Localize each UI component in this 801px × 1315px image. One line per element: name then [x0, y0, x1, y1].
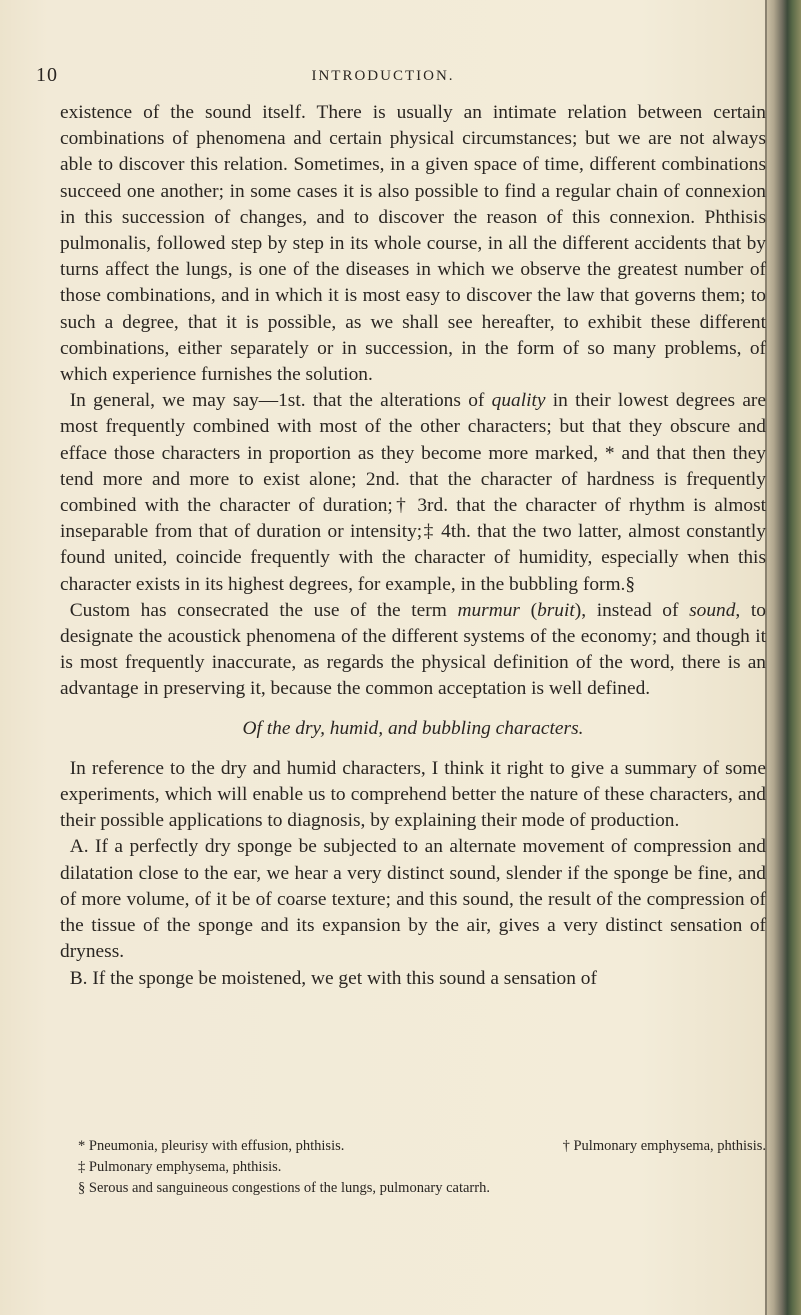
footnote: ‡ Pulmonary emphysema, phthisis. [78, 1159, 282, 1175]
paragraph: In general, we may say—1st. that the alterations of quality in their lowest degrees are most frequently combined with most of the other characters; but that they obscure and efface those characters in proportion as they become more marked, * and that then they tend more and more to exist alone; 2nd. that the character of hardness is frequently combined with the character of duration;† 3rd. that the character of rhythm is almost inseparable from that of duration or intensity;‡ 4th. that the two latter, almost constantly found united, coincide frequently with the character of humidity, especially when this character exists in its highest degrees, for example, in the bubbling form.§ [60, 390, 766, 595]
page-number: 10 [36, 64, 58, 86]
footnote-row [60, 1136, 766, 1157]
paragraph: existence of the sound itself. There is usually an intimate relation between certain combinations of phenomena and certain physical circumstances; but we are not always able to discover this relation. Sometimes, in a given space of time, different combinations succeed one another; in some cases it is also possible to find a regular chain of connexion in this succession of changes, and to discover the reason of this connexion. Phthisis pulmonalis, followed step by step in its whole course, in all the different accidents that by turns affect the lungs, is one of the diseases in which we observe the greatest number of those combinations, and in which it is most easy to discover the law that governs them; to such a degree, that it is possible, as we shall see hereafter, to exhibit these different combinations, either separately or in succession, in the form of so many problems, of which experience furnishes the solution. [60, 102, 766, 386]
running-head: INTRODUCTION. [311, 68, 455, 84]
footnote: † Pulmonary emphysema, phthisis. [562, 1138, 766, 1154]
paragraph: Custom has consecrated the use of the term murmur (bruit), instead of sound, to designate the acoustick phenomena of the different systems of the economy; and though it is most frequently inaccurate, as regards the physical definition of the word, there is an advantage in preserving it, because the common acceptation is well defined. [60, 599, 766, 700]
body-text [60, 100, 766, 992]
book-edge-binding [767, 0, 801, 1315]
page-header [0, 64, 766, 94]
paragraph: A. If a perfectly dry sponge be subjected to an alternate movement of compression and dilatation close to the ear, we hear a very distinct sound, slender if the sponge be fine, and of more volume, of it be of coarse texture; and this sound, the result of the compression of the tissue of the sponge and its expansion by the air, gives a very distinct sensation of dryness. [60, 836, 766, 963]
paragraph: B. If the sponge be moistened, we get with this sound a sensation of [69, 967, 597, 989]
paragraph: In reference to the dry and humid characters, I think it right to give a summary of some experiments, which will enable us to comprehend better the nature of these characters, and their possible applications to diagnosis, by explaining their mode of production. [60, 757, 766, 832]
footnote: § Serous and sanguineous congestions of the lungs, pulmonary catarrh. [78, 1180, 490, 1196]
footnote: * Pneumonia, pleurisy with effusion, phthisis. [78, 1138, 345, 1154]
section-heading: Of the dry, humid, and bubbling characters. [242, 717, 584, 739]
footnotes [60, 1136, 766, 1199]
